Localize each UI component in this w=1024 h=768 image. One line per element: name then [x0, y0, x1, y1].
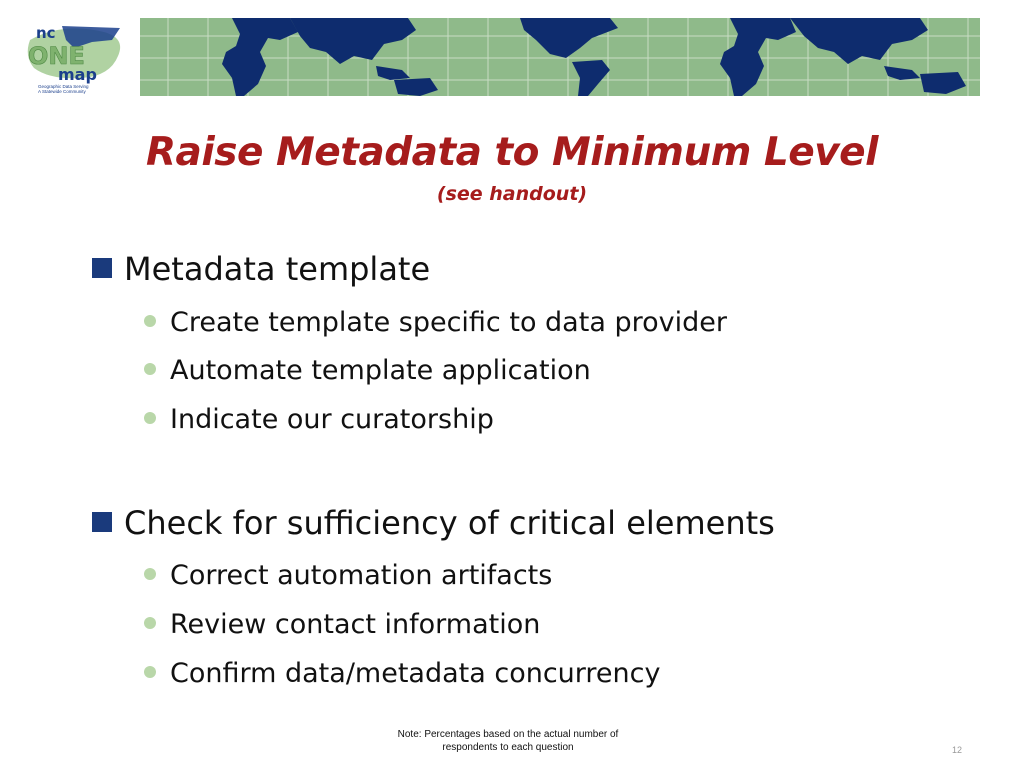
- footnote: [358, 728, 658, 754]
- square-bullet-icon: [92, 258, 112, 278]
- footnote-line-1: Note: Percentages based on the actual number of: [397, 729, 619, 740]
- bullet-heading-1: [92, 250, 430, 288]
- world-map-banner: [140, 18, 980, 96]
- sub-bullet-text: Confirm data/metadata concurrency: [170, 658, 661, 689]
- bullet-heading-text: Metadata template: [124, 250, 431, 288]
- dot-bullet-icon: [144, 666, 156, 678]
- sub-bullet-text: Review contact information: [170, 609, 541, 640]
- header-banner: [22, 18, 980, 96]
- dot-bullet-icon: [144, 363, 156, 375]
- slide-subtitle: (see handout): [436, 183, 588, 205]
- nc-onemap-logo: [22, 18, 140, 96]
- logo-one-text: ONE: [28, 42, 85, 70]
- bullet-heading-text: Check for sufficiency of critical elements: [124, 504, 775, 542]
- sub-bullet: [144, 307, 727, 338]
- sub-bullet: [144, 355, 591, 386]
- dot-bullet-icon: [144, 568, 156, 580]
- footnote-line-2: respondents to each question: [442, 742, 574, 753]
- logo-tagline-2: A Statewide Community: [38, 89, 86, 94]
- nc-onemap-logo-graphic: [22, 18, 140, 96]
- sub-bullet-text: Indicate our curatorship: [170, 404, 494, 435]
- sub-bullet-text: Create template specific to data provider: [170, 307, 727, 338]
- sub-bullet-text: Correct automation artifacts: [170, 560, 553, 591]
- logo-map-text: map: [58, 65, 97, 84]
- dot-bullet-icon: [144, 617, 156, 629]
- page-number: 12: [952, 745, 963, 755]
- dot-bullet-icon: [144, 315, 156, 327]
- logo-tagline-1: Geographic Data Serving: [38, 84, 89, 89]
- sub-bullet: [144, 609, 540, 640]
- sub-bullet: [144, 560, 552, 591]
- slide-title: Raise Metadata to Minimum Level: [146, 130, 878, 175]
- dot-bullet-icon: [144, 412, 156, 424]
- logo-nc-text: nc: [36, 24, 56, 42]
- sub-bullet: [144, 658, 660, 689]
- sub-bullet-text: Automate template application: [170, 355, 591, 386]
- square-bullet-icon: [92, 512, 112, 532]
- world-map-graphic: [140, 18, 980, 96]
- bullet-heading-2: [92, 504, 775, 542]
- sub-bullet: [144, 404, 494, 435]
